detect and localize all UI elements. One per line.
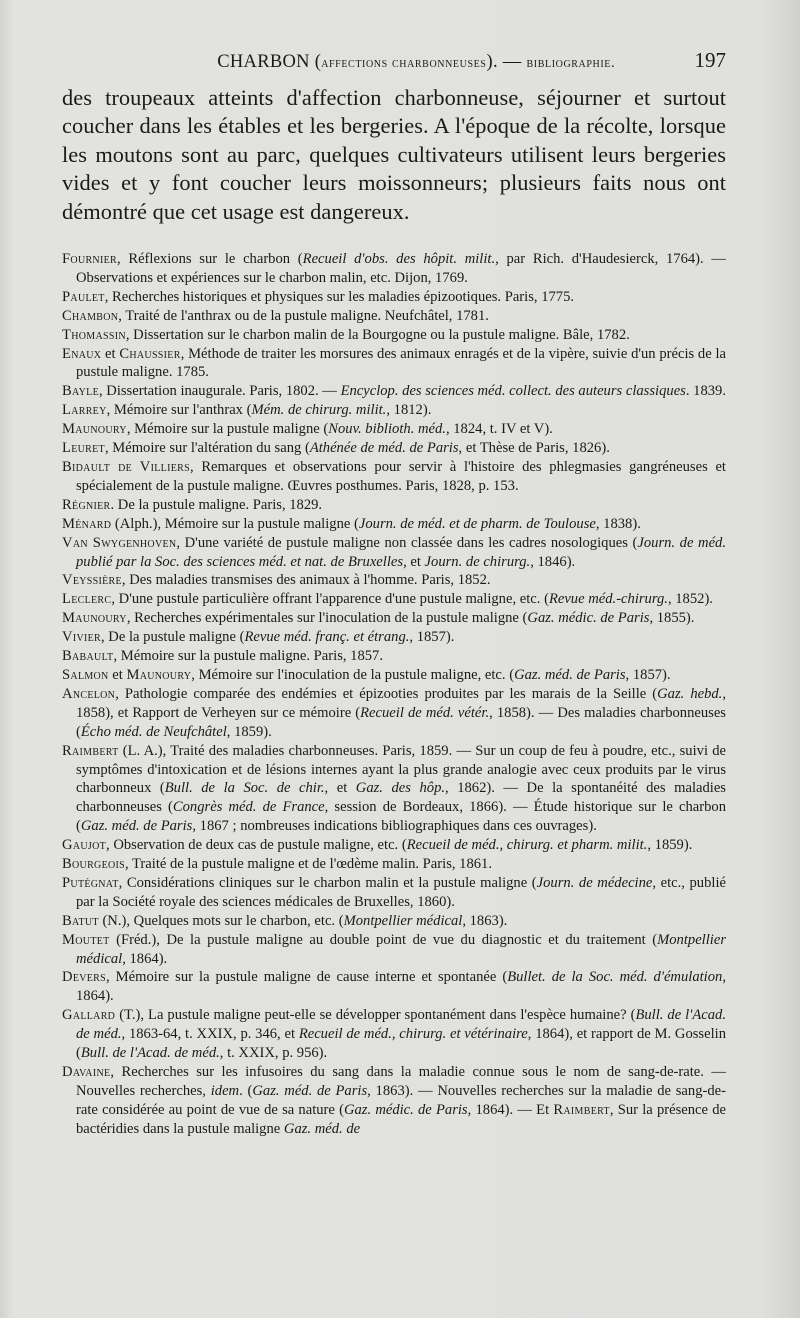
entry-text: , et (324, 780, 356, 797)
page-number: 197 (694, 48, 726, 72)
entry-text: , Méthode de traiter les morsures des animaux enragés et de la vipère, suivie d'un précis de la pustule maligne. 1785. (76, 345, 726, 381)
running-title-close: ). — (486, 52, 527, 72)
running-title-main: CHARBON ( (217, 52, 322, 72)
bibliography-entry (62, 401, 726, 420)
entry-source-title: Gaz. médic. de Paris (343, 1101, 468, 1118)
entry-text: , 1863). — Nouvelles recherches sur la maladie de sang-de-rate considérée au point de vue de sa nature ( (76, 1082, 726, 1118)
bibliography-entry (62, 742, 726, 837)
bibliography-entry (62, 382, 726, 401)
entry-text: , Pathologie comparée des endémies et épizooties produites par les marais de la Seille ( (115, 685, 658, 702)
entry-text: , Sur la présence de bactéridies dans la pustule maligne (76, 1101, 726, 1137)
entry-author: Ménard (62, 515, 112, 532)
entry-text: , 1864). (76, 969, 726, 1005)
entry-author: Veyssière (62, 572, 122, 589)
running-title-sub: affections charbonneuses (321, 55, 487, 71)
entry-text: , 1858), et Rapport de Verheyen sur ce mémoire ( (76, 685, 726, 721)
entry-text: , Mémoire sur la pustule maligne de cause interne et spontanée ( (106, 969, 508, 986)
entry-author: Régnier (62, 496, 111, 513)
bibliography-entry (62, 534, 726, 572)
entry-author: Leuret (62, 440, 105, 457)
entry-author: Gallard (62, 1007, 116, 1024)
entry-text: , Traité de l'anthrax ou de la pustule maligne. Neufchâtel, 1781. (118, 307, 489, 324)
entry-source-title: Recueil de méd., chirurg. et pharm. milit. (406, 837, 648, 854)
intro-paragraph: des troupeaux atteints d'affection charbonneuse, séjourner et surtout coucher dans les étables et les bergeries. A l'époque de la récolte, lorsque les moutons sont au parc, quelques cultivateurs utilisent leurs bergeries vides et y font coucher leurs moissonneurs; plusieurs faits nous ont démontré que cet usage est dangereux. (62, 85, 726, 224)
entry-author: Davaine (62, 1064, 111, 1080)
entry-text: , Mémoire sur l'altération du sang ( (104, 440, 310, 457)
entry-source-title: Gaz. méd. de Paris (80, 818, 193, 835)
entry-author: Raimbert (62, 742, 119, 759)
entry-text: , Mémoire sur la pustule maligne. Paris, 1857. (113, 648, 384, 665)
entry-text: , 1864). — Et (467, 1101, 554, 1118)
entry-source-title: Nouv. biblioth. méd. (328, 421, 446, 438)
running-header (72, 48, 726, 80)
entry-source-title: Bull. de l'Acad. de méd. (80, 1045, 220, 1062)
bibliography-entry (62, 1006, 726, 1063)
entry-text: et (101, 345, 120, 362)
entry-text: , 1864). (122, 950, 168, 967)
entry-source-title: Encyclop. des sciences méd. collect. des auteurs classiques (340, 383, 686, 400)
entry-text: et (108, 666, 127, 683)
entry-text: , D'une pustule particulière offrant l'apparence d'une pustule maligne, etc. ( (111, 591, 549, 608)
entry-text: , Recherches expérimentales sur l'inoculation de la pustule maligne ( (126, 610, 528, 627)
entry-author: Batut (62, 912, 99, 929)
entry-text: , Réflexions sur le charbon ( (116, 251, 303, 268)
entry-author: Bidault de Villiers (62, 459, 190, 475)
entry-source-title: Gaz. méd. de Paris (252, 1082, 368, 1099)
bibliography-entry (62, 458, 726, 496)
entry-text: , 1812). (386, 402, 432, 419)
entry-text: . 1839. (685, 383, 726, 400)
entry-source-title: Revue méd.-chirurg. (548, 591, 668, 608)
entry-text: , Dissertation inaugurale. Paris, 1802. — (98, 383, 341, 400)
entry-source-title: Montpellier médical (343, 912, 463, 929)
entry-text: , Mémoire sur l'anthrax ( (106, 402, 252, 419)
entry-source-title: Gaz. hebd. (657, 685, 723, 702)
entry-author: Maunoury (126, 666, 192, 683)
entry-author: Raimbert (553, 1101, 610, 1118)
entry-text: , 1855). (649, 610, 695, 627)
bibliography-entry (62, 496, 726, 515)
entry-text: , De la pustule maligne ( (101, 629, 245, 646)
entry-text: , par Rich. d'Haudesierck, 1764). — Observations et expériences sur le charbon malin, etc. Dijon, 1769. (76, 251, 726, 286)
entry-author: Paulet (62, 288, 105, 305)
entry-text: , 1857). (625, 666, 671, 683)
entry-text: (Alph.), Mémoire sur la pustule maligne ( (111, 515, 359, 532)
entry-text: , et (403, 553, 425, 570)
bibliography-entry (62, 590, 726, 609)
entry-source-title: Journ. de méd. et de pharm. de Toulouse (358, 515, 596, 532)
entry-text: (Fréd.), De la pustule maligne au double point de vue du diagnostic et du traitement ( (109, 931, 658, 948)
entry-text: , D'une variété de pustule maligne non classée dans les cadres nosologiques ( (176, 534, 638, 551)
entry-author: Salmon (62, 666, 109, 683)
entry-author: Moutet (62, 931, 110, 948)
bibliography-list (62, 250, 726, 1139)
bibliography-entry (62, 912, 726, 931)
entry-author: Maunoury (62, 421, 127, 438)
entry-source-title: Revue méd. franç. et étrang. (244, 629, 410, 646)
bibliography-entry (62, 647, 726, 666)
entry-author: Gaujot (62, 837, 107, 854)
entry-text: , 1857). (409, 629, 455, 646)
bibliography-entry (62, 609, 726, 628)
entry-text: , t. XXIX, p. 956). (219, 1045, 328, 1062)
entry-text: , 1862). — De la spontanéité des maladies charbonneuses ( (76, 780, 726, 816)
entry-text: , Recherches sur les infusoires du sang dans la maladie connue sous le nom de sang-de-rate. — Nouvelles recherches, (76, 1064, 726, 1099)
entry-source-title: Bullet. de la Soc. méd. d'émulation (507, 969, 723, 986)
entry-text: , Mémoire sur la pustule maligne ( (126, 421, 329, 438)
bibliography-entry (62, 836, 726, 855)
entry-source-title: Gaz. médic. de Paris (527, 610, 650, 627)
bibliography-entry (62, 685, 726, 742)
entry-author: Vivier (62, 629, 101, 646)
entry-author: Devers (62, 969, 107, 986)
entry-source-title: Recueil de méd., chirurg. et vétérinaire (298, 1026, 528, 1043)
entry-text: , Observation de deux cas de pustule maligne, etc. ( (106, 837, 407, 854)
entry-author: Chambon (62, 307, 119, 324)
entry-text: (L. A.), Traité des maladies charbonneuses. Paris, 1859. — Sur un coup de feu à poudre, etc., suivi de symptômes d'intoxication et de lésions internes ayant la plus grande analogie avec ceux produits par le virus charbonneux ( (76, 742, 726, 797)
entry-author: Babault (62, 648, 114, 665)
entry-author: Fournier (62, 251, 117, 268)
entry-text: , Mémoire sur l'inoculation de la pustule maligne, etc. ( (191, 666, 515, 683)
entry-text: , Des maladies transmises des animaux à l'homme. Paris, 1852. (121, 572, 491, 589)
entry-source-title: Bull. de la Soc. de chir. (164, 780, 325, 797)
entry-source-title: Gaz. des hôp. (355, 780, 446, 797)
running-title (72, 52, 687, 73)
entry-author: Maunoury (62, 610, 127, 627)
entry-source-title: Recueil de méd. vétér. (360, 704, 490, 721)
bibliography-entry (62, 628, 726, 647)
entry-text: , 1852). (667, 591, 713, 608)
entry-author: Putégnat (62, 874, 119, 891)
bibliography-entry (62, 968, 726, 1006)
entry-text: , 1838). (595, 515, 641, 532)
entry-text: , Considérations cliniques sur le charbon malin et la pustule maligne ( (118, 874, 537, 891)
entry-source-title: Écho méd. de Neufchâtel (80, 723, 227, 740)
entry-source-title: Montpellier médical (76, 931, 726, 967)
entry-text: , Remarques et observations pour servir à l'histoire des phlegmasies gangréneuses et spécialement de la pustule maligne. Œuvres posthumes. Paris, 1828, p. 153. (76, 459, 726, 494)
entry-source-title: Journ. de méd. publié par la Soc. des sciences méd. et nat. de Bruxelles (76, 534, 726, 570)
entry-text: , 1863-64, t. XXIX, p. 346, et (121, 1026, 299, 1043)
entry-source-title: Gaz. méd. de (283, 1120, 361, 1137)
entry-text: , session de Bordeaux, 1866). — Étude historique sur le charbon ( (76, 799, 726, 835)
entry-text: , 1858). — Des maladies charbonneuses ( (76, 704, 726, 740)
entry-text: (N.), Quelques mots sur le charbon, etc. ( (98, 912, 344, 929)
entry-source-title: Journ. de médecine (536, 874, 653, 891)
entry-text: , 1824, t. IV et V). (445, 421, 553, 438)
entry-text: , 1867 ; nombreuses indications bibliographiques dans ces ouvrages). (192, 818, 597, 835)
entry-source-title: Congrès méd. de France (172, 799, 325, 816)
entry-source-title: Mém. de chirurg. milit. (251, 402, 387, 419)
bibliography-entry (62, 855, 726, 874)
entry-author: Leclerc (62, 591, 112, 608)
bibliography-entry (62, 307, 726, 326)
entry-text: , Recherches historiques et physiques sur les maladies épizootiques. Paris, 1775. (104, 288, 575, 305)
bibliography-entry (62, 571, 726, 590)
entry-source-title: Gaz. méd. de Paris (514, 666, 626, 683)
entry-text: , 1859). (647, 837, 693, 854)
entry-text: . ( (239, 1082, 253, 1099)
entry-author: Bourgeois (62, 856, 125, 873)
entry-author: Thomassin (62, 326, 126, 343)
entry-author: Van Swygenhoven (62, 534, 177, 551)
bibliography-entry (62, 515, 726, 534)
entry-author: Enaux (62, 345, 102, 362)
entry-text: , 1863). (462, 912, 508, 929)
bibliography-entry (62, 874, 726, 912)
entry-author: Ancelon (62, 685, 116, 702)
bibliography-entry (62, 420, 726, 439)
entry-text: , 1864), et rapport de M. Gosselin ( (76, 1026, 726, 1062)
entry-text: (T.), La pustule maligne peut-elle se développer spontanément dans l'espèce humaine? ( (115, 1007, 636, 1024)
bibliography-entry (62, 288, 726, 307)
entry-author: Larrey (62, 402, 107, 419)
entry-author: Bayle (62, 383, 99, 400)
entry-source-title: Recueil d'obs. des hôpit. milit. (302, 251, 496, 268)
entry-text: , Traité de la pustule maligne et de l'œdème malin. Paris, 1861. (125, 856, 493, 873)
bibliography-entry (62, 439, 726, 458)
bibliography-entry (62, 326, 726, 345)
entry-source-title: Athénée de méd. de Paris (309, 440, 459, 457)
entry-text: , 1846). (530, 553, 576, 570)
entry-text: , et Thèse de Paris, 1826). (458, 440, 610, 457)
entry-text: . De la pustule maligne. Paris, 1829. (110, 496, 323, 513)
bibliography-entry (62, 931, 726, 969)
bibliography-entry (62, 666, 726, 685)
bibliography-entry (62, 250, 726, 288)
entry-source-title: idem (210, 1082, 240, 1099)
entry-source-title: Journ. de chirurg. (424, 553, 531, 570)
entry-text: , etc., publié par la Société royale des sciences médicales de Bruxelles, 1860). (76, 874, 726, 910)
bibliography-entry (62, 1063, 726, 1139)
entry-text: , 1859). (226, 723, 272, 740)
entry-text: , Dissertation sur le charbon malin de la Bourgogne ou la pustule maligne. Bâle, 1782. (125, 326, 630, 343)
entry-source-title: Bull. de l'Acad. de méd. (76, 1007, 726, 1043)
bibliography-entry (62, 345, 726, 383)
running-title-section: bibliographie. (526, 55, 616, 71)
entry-author: Chaussier (119, 345, 181, 362)
